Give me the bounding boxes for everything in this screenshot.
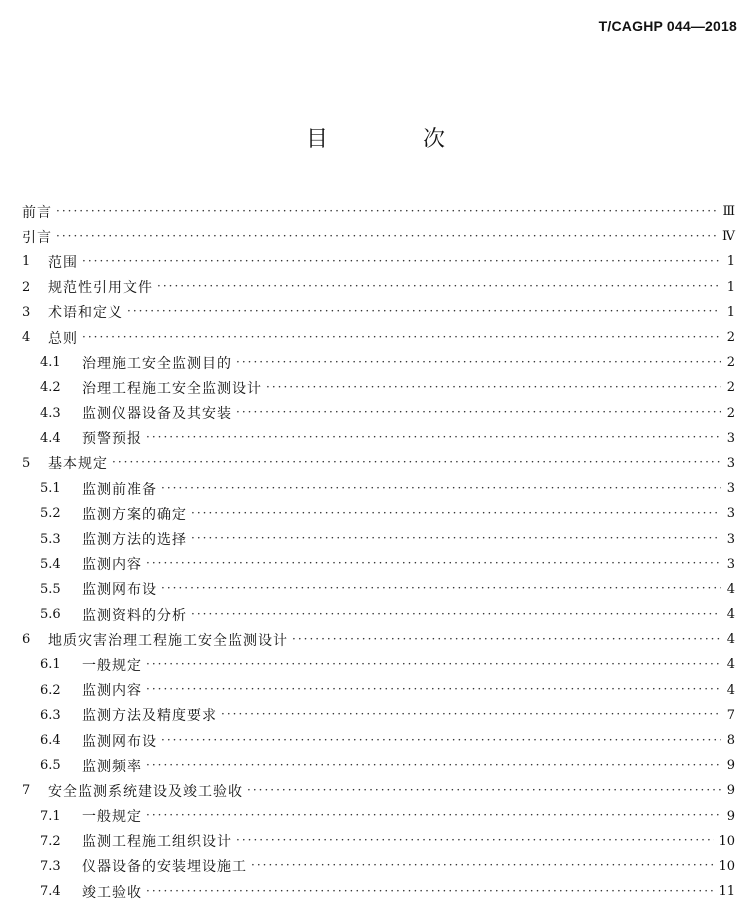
page-title: 目 次 bbox=[306, 127, 489, 152]
toc-entry-label: 竣工验收 bbox=[82, 884, 142, 901]
toc-entry[interactable] bbox=[22, 652, 735, 677]
toc-entry-number: 6 bbox=[22, 632, 31, 648]
dot-leader bbox=[146, 658, 721, 672]
toc-entry-number: 7.2 bbox=[40, 833, 61, 849]
dot-leader bbox=[191, 608, 721, 622]
toc-entry-label: 监测前准备 bbox=[82, 481, 157, 498]
toc-entry-number: 5.6 bbox=[40, 607, 61, 623]
toc-entry-page: 4 bbox=[726, 657, 735, 673]
toc-entry-label: 一般规定 bbox=[82, 657, 142, 674]
toc-entry-number: 5.4 bbox=[40, 556, 61, 572]
dot-leader bbox=[82, 255, 721, 269]
toc-entry[interactable] bbox=[22, 199, 735, 224]
toc-entry-label: 前言 bbox=[22, 204, 52, 221]
toc-entry-page: 3 bbox=[726, 531, 735, 547]
toc-entry[interactable] bbox=[22, 804, 735, 829]
toc-entry-page: 3 bbox=[726, 481, 735, 497]
toc-entry-page: 9 bbox=[726, 758, 735, 774]
toc-entry-label: 范围 bbox=[48, 254, 78, 271]
toc-entry-number: 1 bbox=[22, 254, 31, 270]
toc-entry[interactable] bbox=[22, 401, 735, 426]
toc-entry[interactable] bbox=[22, 224, 735, 249]
toc-entry[interactable] bbox=[22, 350, 735, 375]
toc-entry-label: 预警预报 bbox=[82, 431, 142, 448]
toc-entry-number: 5 bbox=[22, 455, 31, 471]
toc-entry-label: 安全监测系统建设及竣工验收 bbox=[48, 783, 243, 800]
toc-entry-label: 监测网布设 bbox=[82, 733, 157, 750]
dot-leader bbox=[191, 507, 721, 521]
toc-entry-label: 监测方法的选择 bbox=[82, 532, 187, 549]
toc-entry-page: 10 bbox=[718, 833, 735, 849]
dot-leader bbox=[236, 834, 714, 848]
toc-entry-number: 3 bbox=[22, 304, 31, 320]
dot-leader bbox=[236, 356, 721, 370]
dot-leader bbox=[127, 305, 721, 319]
toc-entry-number: 6.1 bbox=[40, 657, 61, 673]
dot-leader bbox=[221, 708, 721, 722]
toc-entry-number: 4 bbox=[22, 330, 31, 346]
dot-leader bbox=[56, 205, 718, 219]
document-code: T/CAGHP 044—2018 bbox=[598, 18, 737, 34]
dot-leader bbox=[191, 532, 721, 546]
toc-entry[interactable] bbox=[22, 325, 735, 350]
toc-entry[interactable] bbox=[22, 375, 735, 400]
toc-entry-number: 5.3 bbox=[40, 531, 61, 547]
toc-entry[interactable] bbox=[22, 728, 735, 753]
toc-entry-number: 4.3 bbox=[40, 405, 61, 421]
toc-entry-number: 6.2 bbox=[40, 682, 61, 698]
toc-entry[interactable] bbox=[22, 854, 735, 879]
toc-entry-number: 4.2 bbox=[40, 380, 61, 396]
toc-entry[interactable] bbox=[22, 451, 735, 476]
toc-entry-label: 一般规定 bbox=[82, 809, 142, 826]
toc-entry[interactable] bbox=[22, 778, 735, 803]
toc-entry[interactable] bbox=[22, 627, 735, 652]
toc-entry-label: 监测方法及精度要求 bbox=[82, 708, 217, 725]
toc-entry[interactable] bbox=[22, 829, 735, 854]
dot-leader bbox=[236, 406, 721, 420]
toc-entry-page: 2 bbox=[726, 355, 735, 371]
dot-leader bbox=[112, 456, 721, 470]
toc-entry-label: 监测工程施工组织设计 bbox=[82, 834, 232, 851]
toc-entry-number: 6.5 bbox=[40, 758, 61, 774]
toc-entry-label: 术语和定义 bbox=[48, 305, 123, 322]
dot-leader bbox=[146, 809, 721, 823]
toc-entry-page: 4 bbox=[726, 632, 735, 648]
toc-entry-label: 监测网布设 bbox=[82, 582, 157, 599]
dot-leader bbox=[56, 230, 718, 244]
toc-entry-number: 2 bbox=[22, 279, 31, 295]
toc-entry-label: 地质灾害治理工程施工安全监测设计 bbox=[48, 632, 288, 649]
toc-entry-number: 5.2 bbox=[40, 506, 61, 522]
toc-entry[interactable] bbox=[22, 249, 735, 274]
dot-leader bbox=[82, 331, 721, 345]
toc-entry-number: 7.1 bbox=[40, 808, 61, 824]
dot-leader bbox=[161, 734, 721, 748]
toc-entry[interactable] bbox=[22, 703, 735, 728]
toc-entry[interactable] bbox=[22, 602, 735, 627]
dot-leader bbox=[157, 280, 721, 294]
toc-entry-label: 引言 bbox=[22, 229, 52, 246]
toc-entry-page: 8 bbox=[726, 733, 735, 749]
toc-entry-page: 4 bbox=[726, 682, 735, 698]
dot-leader bbox=[146, 431, 721, 445]
toc-entry-page: 4 bbox=[726, 581, 735, 597]
toc-entry-label: 监测内容 bbox=[82, 683, 142, 700]
toc-entry-label: 治理施工安全监测目的 bbox=[82, 355, 232, 372]
toc-entry-label: 监测频率 bbox=[82, 758, 142, 775]
toc-entry-page: Ⅲ bbox=[722, 204, 735, 220]
toc-entry-page: 3 bbox=[726, 556, 735, 572]
toc-entry-label: 基本规定 bbox=[48, 456, 108, 473]
dot-leader bbox=[251, 859, 714, 873]
toc-entry-number: 6.3 bbox=[40, 707, 61, 723]
toc-entry-label: 总则 bbox=[48, 330, 78, 347]
dot-leader bbox=[146, 885, 714, 899]
toc-entry-number: 5.5 bbox=[40, 581, 61, 597]
toc-entry-page: 9 bbox=[726, 783, 735, 799]
table-of-contents bbox=[22, 199, 735, 904]
toc-entry[interactable] bbox=[22, 577, 735, 602]
toc-entry-page: Ⅳ bbox=[722, 229, 735, 245]
toc-entry[interactable] bbox=[22, 501, 735, 526]
dot-leader bbox=[161, 582, 721, 596]
toc-entry-page: 4 bbox=[726, 607, 735, 623]
toc-entry[interactable] bbox=[22, 476, 735, 501]
toc-entry-page: 1 bbox=[726, 254, 735, 270]
toc-entry-page: 11 bbox=[718, 884, 735, 900]
toc-entry-page: 2 bbox=[726, 405, 735, 421]
toc-entry-page: 1 bbox=[726, 279, 735, 295]
toc-entry[interactable] bbox=[22, 678, 735, 703]
toc-entry-page: 2 bbox=[726, 380, 735, 396]
toc-entry-page: 2 bbox=[726, 330, 735, 346]
toc-entry-number: 4.4 bbox=[40, 430, 61, 446]
toc-entry-page: 10 bbox=[718, 858, 735, 874]
toc-entry-label: 监测内容 bbox=[82, 557, 142, 574]
toc-entry-label: 仪器设备的安装埋设施工 bbox=[82, 859, 247, 876]
toc-entry-number: 6.4 bbox=[40, 733, 61, 749]
dot-leader bbox=[266, 381, 721, 395]
toc-entry-number: 7.4 bbox=[40, 884, 61, 900]
toc-entry-label: 监测资料的分析 bbox=[82, 607, 187, 624]
dot-leader bbox=[146, 683, 721, 697]
toc-entry[interactable] bbox=[22, 753, 735, 778]
toc-entry-label: 治理工程施工安全监测设计 bbox=[82, 380, 262, 397]
toc-entry-label: 规范性引用文件 bbox=[48, 280, 153, 297]
toc-entry-page: 1 bbox=[726, 304, 735, 320]
toc-entry-label: 监测仪器设备及其安装 bbox=[82, 406, 232, 423]
dot-leader bbox=[146, 557, 721, 571]
toc-entry[interactable] bbox=[22, 300, 735, 325]
dot-leader bbox=[161, 482, 721, 496]
toc-entry-page: 3 bbox=[726, 455, 735, 471]
toc-entry-number: 5.1 bbox=[40, 481, 61, 497]
toc-entry-page: 3 bbox=[726, 430, 735, 446]
dot-leader bbox=[247, 784, 721, 798]
toc-entry-page: 3 bbox=[726, 506, 735, 522]
toc-entry-label: 监测方案的确定 bbox=[82, 506, 187, 523]
toc-entry[interactable] bbox=[22, 526, 735, 551]
toc-entry-number: 7.3 bbox=[40, 858, 61, 874]
toc-entry-number: 4.1 bbox=[40, 355, 61, 371]
toc-entry-number: 7 bbox=[22, 783, 31, 799]
toc-entry[interactable] bbox=[22, 879, 735, 904]
dot-leader bbox=[292, 633, 721, 647]
toc-entry[interactable] bbox=[22, 552, 735, 577]
toc-entry-page: 7 bbox=[726, 707, 735, 723]
dot-leader bbox=[146, 759, 721, 773]
toc-entry[interactable] bbox=[22, 275, 735, 300]
toc-entry-page: 9 bbox=[726, 808, 735, 824]
toc-entry[interactable] bbox=[22, 426, 735, 451]
